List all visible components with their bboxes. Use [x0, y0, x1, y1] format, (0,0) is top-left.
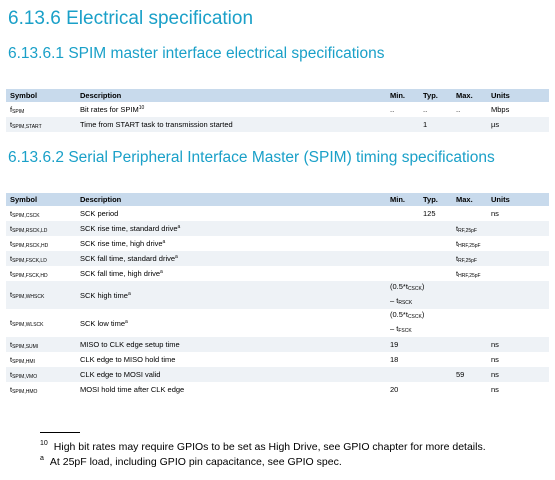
- table-row: [6, 266, 549, 281]
- cell-max: [452, 251, 487, 266]
- cell-symbol: [6, 352, 76, 367]
- cell-max: [452, 352, 487, 367]
- description-text: Time from START task to transmission started: [80, 120, 233, 129]
- footnote-ref: a: [125, 318, 128, 325]
- symbol-base: t: [10, 354, 13, 364]
- cell-symbol: [6, 206, 76, 221]
- cell-units: [487, 206, 549, 221]
- column-header-description: Description: [76, 193, 386, 206]
- max-subscript: RF,25pF: [458, 227, 477, 234]
- min-text: ..: [390, 105, 395, 114]
- cell-min: [386, 236, 419, 251]
- symbol-base: t: [10, 208, 13, 218]
- symbol-subscript: SPIM,WLSCK: [12, 322, 44, 328]
- cell-max: [452, 206, 487, 221]
- symbol-base: t: [10, 384, 13, 394]
- max-text: ..: [456, 105, 461, 114]
- table-row: [6, 337, 549, 352]
- min-subscript: CSCK: [407, 286, 422, 292]
- footnote: [40, 455, 342, 468]
- cell-units: [487, 221, 549, 236]
- cell-max: [452, 309, 487, 337]
- footnote-divider: [40, 432, 80, 433]
- units-text: ns: [491, 385, 499, 394]
- column-header-typ: Typ.: [419, 193, 452, 206]
- symbol-subscript: SPIM: [12, 108, 25, 115]
- footnote-ref: a: [127, 290, 131, 297]
- symbol-base: t: [10, 238, 13, 248]
- footnote-mark: a: [40, 455, 44, 462]
- table-row: [6, 281, 549, 309]
- cell-units: [487, 236, 549, 251]
- footnote-text: At 25pF load, including GPIO pin capacitance, see GPIO spec.: [49, 456, 342, 468]
- column-header-max: Max.: [452, 193, 487, 206]
- max-subscript: HRF,25pF: [458, 272, 481, 279]
- table-row: [6, 206, 549, 221]
- min-subscript: RSCK: [398, 300, 413, 306]
- symbol-subscript: SPIM,WHSCK: [12, 294, 45, 300]
- symbol-subscript: SPIM,CSCK: [12, 212, 40, 219]
- description-text: CLK edge to MISO hold time: [80, 355, 176, 364]
- table-row: [6, 236, 549, 251]
- units-text: ns: [491, 209, 499, 218]
- max-text: t: [456, 268, 459, 278]
- column-header-units: Units: [487, 89, 549, 102]
- cell-symbol: [6, 266, 76, 281]
- footnote-ref: a: [160, 269, 163, 275]
- symbol-subscript: SPIM,RSCK,LD: [12, 227, 48, 234]
- cell-typ: [419, 251, 452, 266]
- table-row: [6, 309, 549, 337]
- units-text: µs: [491, 120, 500, 129]
- column-header-symbol: Symbol: [6, 193, 76, 206]
- symbol-base: t: [10, 369, 13, 379]
- units-text: ns: [491, 370, 499, 379]
- footnote-ref: a: [177, 224, 181, 230]
- max-text: 59: [456, 370, 465, 379]
- min-text-end: ): [421, 310, 425, 319]
- cell-description: [76, 281, 386, 309]
- symbol-base: t: [10, 339, 13, 349]
- column-header-max: Max.: [452, 89, 487, 102]
- description-text: MISO to CLK edge setup time: [80, 340, 180, 349]
- symbol-base: t: [10, 318, 13, 327]
- symbol-subscript: SPIM,FSCK,LD: [12, 257, 47, 264]
- cell-units: [487, 266, 549, 281]
- cell-units: [487, 102, 549, 117]
- column-header-min: Min.: [386, 193, 419, 206]
- cell-symbol: [6, 309, 76, 337]
- symbol-subscript: SPIM,HMI: [12, 358, 35, 365]
- cell-typ: [419, 102, 452, 117]
- description-text: SCK low time: [80, 318, 126, 328]
- subsection-title-electrical: 6.13.6.1 SPIM master interface electrical specifications: [8, 45, 385, 62]
- cell-description: [76, 102, 386, 117]
- cell-description: [76, 367, 386, 382]
- cell-typ: [419, 236, 452, 251]
- cell-description: [76, 352, 386, 367]
- cell-max: [452, 337, 487, 352]
- symbol-subscript: SPIM,FSCK,HD: [12, 272, 48, 279]
- column-header-description: Description: [76, 89, 386, 102]
- cell-max: [452, 382, 487, 397]
- cell-max: [452, 117, 487, 132]
- symbol-base: t: [10, 290, 13, 299]
- table-row: [6, 102, 549, 117]
- cell-typ: [419, 266, 452, 281]
- footnote-text: High bit rates may require GPIOs to be set as High Drive, see GPIO chapter for more details.: [53, 441, 486, 453]
- cell-description: [76, 337, 386, 352]
- symbol-base: t: [10, 253, 13, 263]
- cell-max: [452, 266, 487, 281]
- max-text: t: [456, 238, 459, 248]
- cell-units: [487, 337, 549, 352]
- min-text: – t: [390, 324, 399, 333]
- symbol-base: t: [10, 223, 13, 233]
- cell-min: [386, 281, 425, 309]
- subsection-title-timing: 6.13.6.2 Serial Peripheral Interface Master (SPIM) timing specifications: [8, 149, 495, 166]
- description-text: SCK rise time, standard drive: [80, 224, 178, 233]
- table-row: [6, 352, 549, 367]
- column-header-typ: Typ.: [419, 89, 452, 102]
- table-row: [6, 221, 549, 236]
- cell-description: [76, 221, 386, 236]
- symbol-subscript: SPIM,VMO: [12, 373, 38, 380]
- max-subscript: RF,25pF: [458, 257, 477, 264]
- min-text: 20: [390, 385, 399, 394]
- cell-symbol: [6, 117, 76, 132]
- description-text: SCK period: [80, 209, 119, 218]
- cell-min: [386, 352, 419, 367]
- cell-units: [487, 117, 549, 132]
- description-text: MOSI hold time after CLK edge: [80, 385, 185, 394]
- cell-symbol: [6, 367, 76, 382]
- cell-symbol: [6, 251, 76, 266]
- cell-units: [487, 309, 549, 337]
- table-header-row: [6, 89, 549, 102]
- cell-min: [386, 266, 419, 281]
- min-text: 18: [390, 355, 399, 364]
- units-text: ns: [491, 340, 499, 349]
- cell-typ: [419, 117, 452, 132]
- description-text: SCK rise time, high drive: [80, 239, 163, 248]
- min-line: [390, 309, 425, 323]
- cell-min: [386, 102, 419, 117]
- cell-description: [76, 236, 386, 251]
- symbol-base: t: [10, 268, 13, 278]
- cell-symbol: [6, 102, 76, 117]
- cell-min: [386, 206, 419, 221]
- section-title: 6.13.6 Electrical specification: [8, 8, 254, 29]
- min-subscript: CSCK: [407, 314, 422, 320]
- column-header-min: Min.: [386, 89, 419, 102]
- min-line: [390, 281, 425, 295]
- typ-text: 125: [423, 209, 436, 218]
- column-header-units: Units: [487, 193, 549, 206]
- cell-min: [386, 251, 419, 266]
- cell-description: [76, 382, 386, 397]
- units-text: Mbps: [491, 105, 510, 114]
- cell-symbol: [6, 236, 76, 251]
- cell-description: [76, 309, 386, 337]
- min-subscript: FSCK: [398, 328, 412, 334]
- cell-typ: [419, 206, 452, 221]
- cell-max: [452, 281, 487, 309]
- cell-min: [386, 382, 419, 397]
- cell-symbol: [6, 221, 76, 236]
- symbol-subscript: SPIM,SUMI: [12, 343, 39, 350]
- min-text: – t: [390, 296, 399, 305]
- typ-text: 1: [423, 120, 428, 129]
- min-text: (0.5*t: [390, 282, 408, 291]
- description-text: SCK fall time, standard drive: [80, 254, 176, 263]
- footnote-ref: a: [162, 239, 166, 245]
- table-row: [6, 382, 549, 397]
- cell-max: [452, 236, 487, 251]
- cell-symbol: [6, 281, 76, 309]
- cell-units: [487, 251, 549, 266]
- cell-units: [487, 382, 549, 397]
- symbol-subscript: SPIM,START: [12, 123, 42, 130]
- min-text: (0.5*t: [390, 310, 408, 319]
- footnote-ref: 10: [138, 105, 145, 111]
- cell-typ: [419, 337, 452, 352]
- cell-description: [76, 251, 386, 266]
- cell-symbol: [6, 382, 76, 397]
- symbol-base: f: [10, 104, 13, 114]
- footnote: [40, 440, 486, 453]
- cell-min: [386, 117, 419, 132]
- description-text: CLK edge to MOSI valid: [80, 370, 161, 379]
- min-text-end: ): [421, 282, 425, 291]
- table-row: [6, 117, 549, 132]
- description-text: SCK fall time, high drive: [80, 269, 161, 278]
- cell-min: [386, 309, 425, 337]
- max-text: t: [456, 253, 459, 263]
- electrical-spec-table: [6, 89, 549, 132]
- max-text: t: [456, 223, 459, 233]
- cell-typ: [419, 221, 452, 236]
- cell-description: [76, 117, 386, 132]
- min-text: 19: [390, 340, 399, 349]
- cell-units: [487, 281, 549, 309]
- table-header-row: [6, 193, 549, 206]
- cell-min: [386, 221, 419, 236]
- min-line: [390, 295, 415, 309]
- cell-max: [452, 221, 487, 236]
- cell-max: [452, 102, 487, 117]
- footnote-mark: 10: [40, 440, 48, 447]
- footnote-ref: a: [175, 254, 178, 260]
- timing-spec-table: [6, 193, 549, 397]
- cell-units: [487, 352, 549, 367]
- cell-description: [76, 206, 386, 221]
- symbol-subscript: SPIM,RSCK,HD: [12, 242, 49, 249]
- description-text: Bit rates for SPIM: [80, 105, 139, 114]
- cell-description: [76, 266, 386, 281]
- symbol-base: t: [10, 119, 13, 129]
- cell-units: [487, 367, 549, 382]
- symbol-subscript: SPIM,HMO: [12, 388, 38, 395]
- cell-typ: [419, 352, 452, 367]
- typ-text: ..: [423, 105, 428, 114]
- max-subscript: HRF,25pF: [458, 242, 481, 249]
- cell-min: [386, 367, 419, 382]
- cell-typ: [419, 367, 452, 382]
- cell-symbol: [6, 337, 76, 352]
- column-header-symbol: Symbol: [6, 89, 76, 102]
- min-line: [390, 323, 415, 337]
- table-row: [6, 367, 549, 382]
- cell-max: [452, 367, 487, 382]
- cell-typ: [419, 382, 452, 397]
- description-text: SCK high time: [80, 290, 128, 300]
- cell-min: [386, 337, 419, 352]
- table-row: [6, 251, 549, 266]
- units-text: ns: [491, 355, 499, 364]
